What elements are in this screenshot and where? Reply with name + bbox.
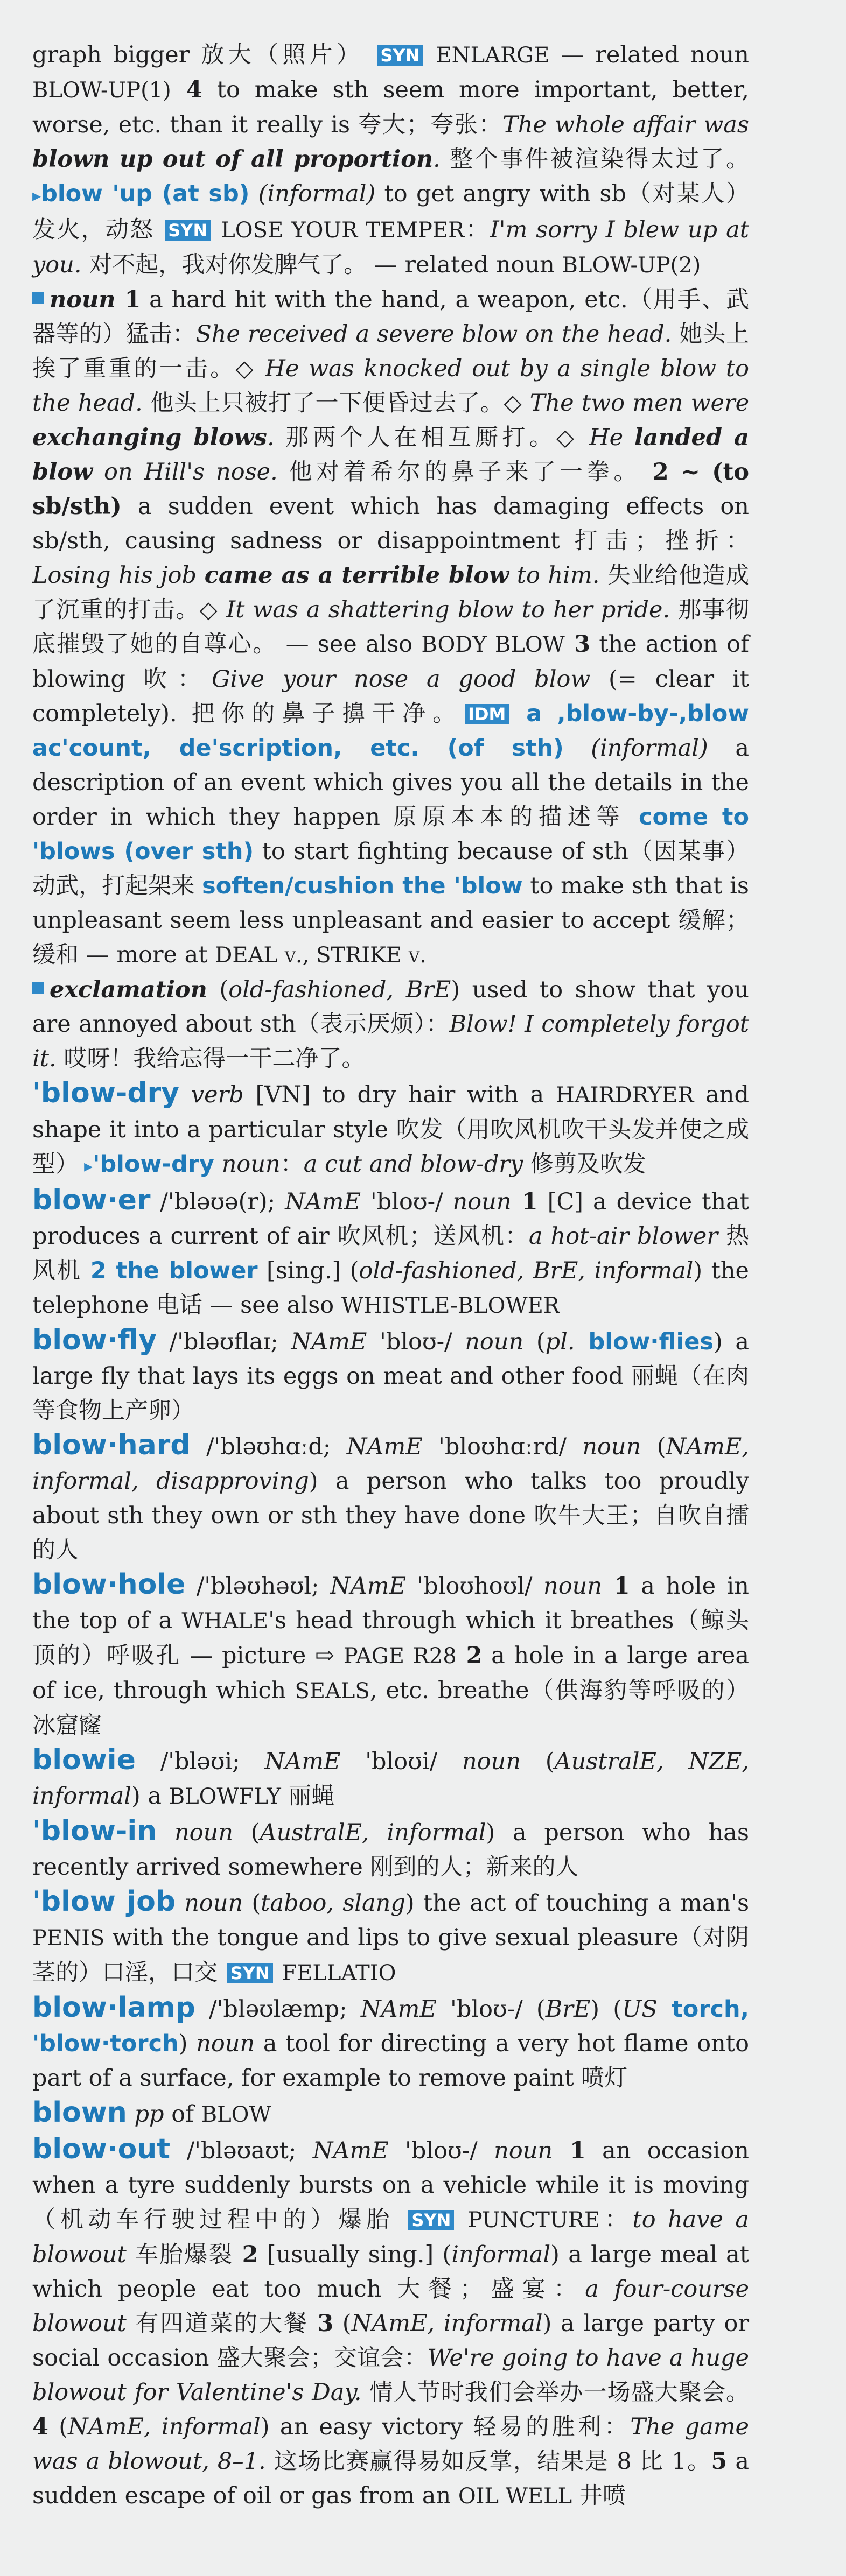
headword: blow·hard [32, 1429, 191, 1461]
entry-text: , etc. breathe（供海豹等呼吸的）冰窟窿 [32, 1677, 749, 1739]
entry-text: ) a person who talks too proudly about sth they own or sth they have done 吹牛大王；自吹自擂的人 [32, 1468, 749, 1564]
entry-text: /'bləʊhɑːd; [190, 1433, 347, 1460]
italic-text: He was knocked out by a single blow to the head. [32, 355, 749, 417]
italic-text: to have a blowout [32, 2206, 750, 2268]
italic-text: He [589, 424, 634, 451]
italic-text: . [267, 424, 275, 451]
small-caps-ref: HAIRDRYER [555, 1083, 694, 1108]
entry-text: an occasion when a tyre suddenly bursts on a vehicle while it is moving（机动车行驶过程中的）爆胎 [32, 2137, 749, 2233]
italic-text: NAmE [360, 1996, 437, 2023]
entry-blowhard [32, 1428, 749, 1567]
italic-text: US [622, 1996, 658, 2023]
entry-blow-excl [32, 973, 749, 1076]
entry-text: 那事彻底摧毁了她的自尊心。 — see also [32, 596, 749, 658]
entry-text: /'bləʊə(r); [150, 1188, 285, 1215]
entry-text: ( [243, 1890, 261, 1917]
entry-text: — related noun [549, 41, 749, 68]
sense-bullet-icon [32, 292, 44, 304]
headword: blow·out [32, 2133, 171, 2165]
entry-text: ) a [131, 1783, 169, 1810]
entry-text: ： [464, 216, 490, 243]
phrase: blow·flies [575, 1328, 714, 1355]
entry-text: to make sth that is unpleasant seem less unpleasant and easier to accept 缓解；缓和 — more at [32, 872, 749, 968]
entry-text: ) the act of touching a man's [405, 1890, 750, 1917]
bold-italic-text: blown up out of all proportion [32, 146, 434, 173]
italic-text: verb [179, 1081, 244, 1108]
sense-number: 1 [511, 1188, 538, 1215]
entry-text: to start fighting because of sth（因某事）动武，打起架来 [32, 838, 749, 899]
entry-text: /'bləʊaʊt; [170, 2137, 313, 2164]
entry-text: ) [178, 2030, 197, 2057]
entry-text: 修剪及吹发 [523, 1151, 646, 1178]
italic-text: NAmE [346, 1433, 423, 1460]
headword: 'blow-in [32, 1815, 157, 1847]
entry-text: /'bləʊhəʊl; [185, 1573, 331, 1600]
small-caps-ref: BLOW-UP(1) [32, 78, 171, 103]
sense-number: 3 [317, 2310, 334, 2337]
entry-blowie [32, 1743, 749, 1814]
entry-text: ( [333, 2310, 352, 2337]
entry-text: 'bloʊ-/ [367, 1328, 465, 1355]
phrase: soften/cushion the 'blow [202, 872, 523, 899]
label-badge: SYN [165, 220, 211, 241]
small-caps-ref: LOSE YOUR TEMPER [213, 218, 465, 243]
entry-text: a description of an event which gives you all the details in the order in which they happen 原原本本的描述等 [32, 735, 749, 830]
entry-blower [32, 1183, 749, 1323]
italic-text: BrE [545, 1996, 591, 2023]
italic-text: I'm sorry I blew up at you. [32, 216, 750, 278]
headword: blowie [32, 1744, 136, 1776]
italic-text: on Hill's nose. [93, 459, 278, 485]
entry-text: 他头上只被打了一下便昏过去了。◇ [142, 390, 530, 417]
entry-text: a tool for directing a very hot flame onto part of a surface, for example to remove paint 喷灯 [32, 2030, 749, 2092]
italic-text: noun [543, 1573, 603, 1600]
sense-bullet-icon [32, 982, 44, 994]
small-caps-ref: OIL WELL [458, 2484, 572, 2509]
italic-text: noun [452, 1188, 512, 1215]
italic-text: AustralE, NZE, informal [32, 1748, 750, 1810]
sense-number: 2 [242, 2241, 258, 2268]
entry-text: 对不起，我对你发脾气了。 — related noun [81, 251, 562, 278]
entry-blowout [32, 2132, 749, 2514]
entry-text: 'bloʊ-/ ( [436, 1996, 546, 2023]
sense-number: 4 [32, 2413, 48, 2440]
entry-blow-job [32, 1884, 749, 1990]
italic-text: (informal) [563, 735, 708, 762]
italic-text: Blow! I completely forgot it. [32, 1011, 749, 1072]
entry-text: ( [641, 1433, 666, 1460]
italic-text: noun [157, 1819, 233, 1846]
italic-text: She received a severe blow on the head. [195, 321, 672, 348]
italic-text: noun [494, 2137, 553, 2164]
bold-italic-text: noun [50, 286, 116, 313]
italic-text: a hot-air blower [528, 1223, 718, 1250]
entry-text: 整个事件被渲染得太过了。 [440, 146, 749, 173]
entry-text: 's head through which it breathes（鲸头顶的）呼吸孔 — picture ⇨ [32, 1607, 749, 1669]
italic-text: (informal) [249, 180, 376, 207]
italic-text: . [433, 146, 441, 173]
small-caps-ref: BODY BLOW [421, 632, 565, 657]
italic-text: noun [176, 1890, 243, 1917]
entry-text: 他对着希尔的鼻子来了一拳。 [277, 459, 641, 485]
small-caps-ref: DEAL v., STRIKE v. [215, 943, 427, 968]
entry-text: /'bləʊflaɪ; [157, 1328, 291, 1355]
italic-text: taboo, slang [261, 1890, 405, 1917]
headword: 'blow-dry [32, 1077, 180, 1109]
small-caps-ref: BLOW [201, 2102, 271, 2127]
entry-text: 这场比赛赢得易如反掌，结果是 8 比 1。 [265, 2448, 711, 2475]
italic-text: It was a shattering blow to her pride. [226, 596, 670, 623]
headword: blow·hole [32, 1568, 186, 1601]
small-caps-ref: PENIS [32, 1926, 105, 1951]
label-badge: SYN [408, 2210, 454, 2230]
entry-text: ) a large party or social occasion 盛大聚会；交谊会： [32, 2310, 750, 2371]
italic-text: noun [582, 1433, 641, 1460]
entry-text: ) ( [590, 1996, 623, 2023]
entry-text: 'bloʊi/ [340, 1748, 462, 1775]
small-caps-ref: PUNCTURE [456, 2208, 600, 2233]
entry-text: graph bigger 放大（照片） [32, 41, 375, 68]
small-caps-ref: BLOWFLY [169, 1784, 281, 1809]
italic-text: NAmE, informal [351, 2310, 543, 2337]
italic-text: The two men were [529, 390, 750, 417]
entry-text: 哎呀！我给忘得一干二净了。 [56, 1045, 365, 1072]
italic-text: noun [465, 1328, 524, 1355]
entry-blow-dry [32, 1076, 749, 1183]
bold-italic-text: exchanging blows [32, 424, 267, 451]
italic-text: NAmE [291, 1328, 367, 1355]
italic-text: Give your nose a good blow [212, 666, 591, 693]
entry-text: ( [48, 2413, 68, 2440]
headword: blown [32, 2096, 127, 2129]
entry-text: ( [233, 1819, 260, 1846]
label-badge: IDM [465, 704, 509, 724]
entry-text: 情人节时我们会举办一场盛大聚会。 [361, 2379, 749, 2406]
italic-text: We're going to have a huge blowout for Valentine's Day. [32, 2345, 749, 2406]
italic-text: NAmE [264, 1748, 341, 1775]
entry-text: [VN] to dry hair with a [243, 1081, 556, 1108]
label-badge: SYN [227, 1963, 273, 1983]
italic-text: NAmE, informal [68, 2413, 261, 2440]
entry-blowlamp [32, 1990, 749, 2095]
entry-text: 'bloʊhɑːrd/ [422, 1433, 583, 1460]
entry-text: ( [207, 976, 229, 1003]
bold-italic-text: landed a blow [32, 424, 749, 485]
italic-text: NAmE, informal, disapproving [32, 1433, 749, 1495]
phrase: blow 'up (at sb) [41, 180, 250, 207]
entry-text: 'bloʊ-/ [360, 1188, 453, 1215]
entry-text: /'bləʊi; [135, 1748, 265, 1775]
entry-text: a hole in the top of a [32, 1573, 749, 1634]
sense-number: 3 [564, 631, 591, 658]
italic-text: to him. [509, 562, 600, 589]
sense-number: 5 [711, 2448, 728, 2475]
bold-italic-text: came as a terrible blow [204, 562, 509, 589]
italic-text: NAmE [330, 1573, 406, 1600]
italic-text: noun [196, 2030, 255, 2057]
entry-text: ) a large fly that lays its eggs on meat and other food 丽蝇（在肉等食物上产卵） [32, 1328, 749, 1424]
entry-text: 热风机 [32, 1223, 749, 1284]
entry-text: the action of blowing 吹： [32, 631, 750, 693]
italic-text: The whole affair was [502, 111, 749, 138]
entry-text: 井喷 [572, 2482, 626, 2509]
entry-text: ) a person who has recently arrived somewhere 刚到的人；新来的人 [32, 1819, 749, 1881]
sense-number: 1 [553, 2137, 586, 2164]
entry-text: 车胎爆裂 [126, 2241, 242, 2268]
small-caps-ref: ENLARGE [425, 43, 550, 68]
small-caps-ref: SEALS [295, 1679, 370, 1704]
entry-text: 有四道菜的大餐 [126, 2310, 318, 2337]
italic-text: The game was a blowout, 8–1. [32, 2413, 749, 2475]
italic-text: informal [451, 2241, 551, 2268]
entry-blow-noun [32, 283, 749, 973]
italic-text: Losing his job [32, 562, 205, 589]
entry-blow-in [32, 1814, 749, 1884]
headword: 'blow job [32, 1885, 176, 1918]
entry-text: ) the telephone 电话 — see also [32, 1257, 750, 1319]
entry-text: 'bloʊhoʊl/ [405, 1573, 544, 1600]
italic-text: NAmE [285, 1188, 361, 1215]
headword: blow·fly [32, 1324, 157, 1356]
entry-text: a sudden escape of oil or gas from an [32, 2448, 749, 2509]
entry-text: to make sth seem more important, better, worse, etc. than it really is 夸大；夸张： [32, 76, 749, 138]
entry-text: and shape it into a particular style 吹发（用吹风机吹干头发并使之成型） [32, 1081, 749, 1178]
sense-number: 4 [171, 76, 202, 103]
phrase: come to 'blows (over sth) [32, 804, 749, 865]
small-caps-ref: WHISTLE-BLOWER [341, 1293, 560, 1318]
entry-blown [32, 2095, 749, 2132]
italic-text: old-fashioned, BrE, informal [359, 1257, 694, 1284]
italic-text: pl. [545, 1328, 575, 1355]
entry-text: ( [520, 1748, 555, 1775]
entry-text: of [164, 2101, 201, 2128]
sense-number: 2 [456, 1642, 483, 1669]
entry-text: ) a large meal at which people eat too much 大餐；盛宴： [32, 2241, 749, 2303]
entry-text: ： [280, 1151, 304, 1178]
italic-text: AustralE, informal [260, 1819, 486, 1846]
sense-number: 2 ~ (to sb/sth) [32, 459, 749, 520]
phrase: a ,blow-by-,blow ac'count, de'scription, etc. (of sth) [32, 700, 749, 762]
italic-text: pp [127, 2101, 164, 2128]
italic-text: noun [214, 1151, 281, 1178]
entry-text: [usually sing.] ( [258, 2241, 452, 2268]
entry-text: (= clear it completely). 把你的鼻子擤干净。 [32, 666, 749, 727]
small-caps-ref: BLOW-UP(2) [562, 253, 701, 278]
phrase: torch, 'blow·torch [32, 1996, 749, 2057]
phrase: 2 the blower [90, 1257, 258, 1284]
headword: blow·er [32, 1184, 151, 1216]
headword: blow·lamp [32, 1991, 195, 2024]
entry-text: to get angry with sb（对某人）发火，动怒 [32, 180, 749, 243]
entry-text: with the tongue and lips to give sexual pleasure（对阴茎的）口淫，口交 [32, 1924, 749, 1986]
entry-text: ) an easy victory 轻易的胜利： [260, 2413, 631, 2440]
italic-text: old-fashioned, BrE [228, 976, 451, 1003]
label-badge: SYN [377, 45, 423, 66]
arrow-marker: ▸ [79, 1156, 93, 1176]
phrase: 'blow-dry [93, 1151, 215, 1178]
entry-text: /'bləʊlæmp; [195, 1996, 361, 2023]
entry-text: [C] a device that produces a current of air 吹风机；送风机： [32, 1188, 749, 1250]
entry-blow-up-tail [32, 38, 749, 283]
entry-blowhole [32, 1567, 749, 1743]
entry-text: 她头上挨了重重的一击。◇ [32, 321, 750, 382]
small-caps-ref: WHALE [181, 1609, 269, 1634]
entry-text: 失业给他造成了沉重的打击。◇ [32, 562, 749, 623]
italic-text: noun [462, 1748, 521, 1775]
entry-text: a hard hit with the hand, a weapon, etc.（用手、武器等的）猛击： [32, 286, 749, 348]
entry-blowfly [32, 1323, 749, 1428]
entry-text: ) used to show that you are annoyed about sth（表示厌烦）： [32, 976, 749, 1038]
arrow-marker: ▸ [32, 185, 41, 206]
small-caps-ref: PAGE R28 [343, 1644, 457, 1669]
small-caps-ref: FELLATIO [275, 1961, 396, 1986]
italic-text: NAmE [312, 2137, 389, 2164]
entry-text: ( [523, 1328, 546, 1355]
italic-text: a cut and blow-dry [303, 1151, 523, 1178]
entry-text: ： [600, 2206, 633, 2233]
entry-text: a hole in a large area of ice, through which [32, 1642, 750, 1704]
entry-text: 'bloʊ-/ [388, 2137, 494, 2164]
bold-italic-text: exclamation [50, 976, 207, 1003]
entry-text: 那两个人在相互厮打。◇ [274, 424, 590, 451]
sense-number: 1 [115, 286, 141, 313]
italic-text: a four-course blowout [32, 2276, 750, 2337]
sense-number: 1 [602, 1573, 630, 1600]
entry-text: a sudden event which has damaging effects on sb/sth, causing sadness or disappointment 打击；挫折： [32, 493, 749, 554]
entry-text: [sing.] ( [257, 1257, 359, 1284]
entry-text: 丽蝇 [281, 1783, 335, 1810]
